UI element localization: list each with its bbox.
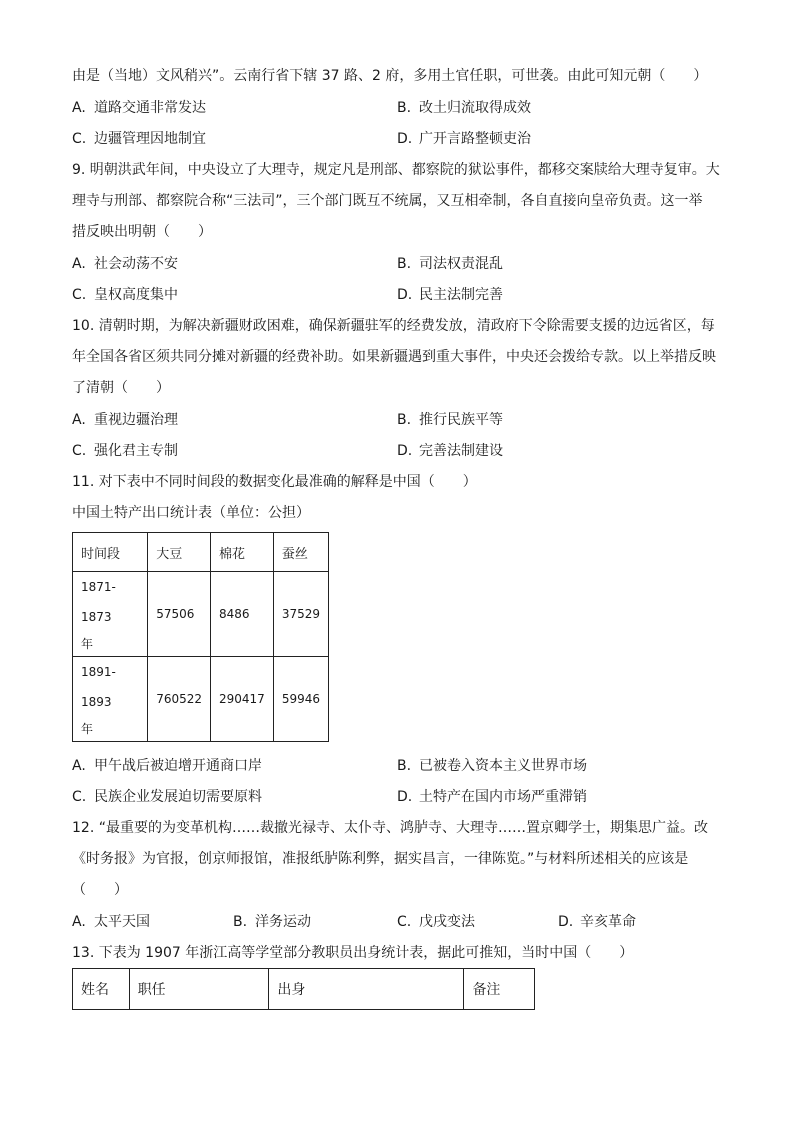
- q11-stem: 11. 对下表中不同时间段的数据变化最准确的解释是中国（ ）: [72, 474, 477, 490]
- table-cell-period: 1871-1873 年: [73, 572, 148, 657]
- q12-option-b[interactable]: B. 洋务运动: [233, 914, 311, 930]
- q9-option-a[interactable]: A. 社会动荡不安: [72, 256, 178, 272]
- q8-option-d[interactable]: D. 广开言路整顿吏治: [397, 131, 531, 147]
- table-cell: 59946: [273, 657, 328, 742]
- table-row: [73, 572, 329, 657]
- q11-table-title: 中国土特产出口统计表（单位：公担）: [72, 505, 310, 521]
- table-header-cell: 大豆: [148, 533, 211, 572]
- q11-option-c[interactable]: C. 民族企业发展迫切需要原料: [72, 789, 262, 805]
- q10-stem-line: 了清朝（ ）: [72, 380, 170, 396]
- q12-stem-line: 12. “最重要的为变革机构……裁撤光禄寺、太仆寺、鸿胪寺、大理寺……置京卿学士，期集思广益。改: [72, 820, 708, 836]
- table-cell: 290417: [211, 657, 274, 742]
- q12-option-a[interactable]: A. 太平天国: [72, 914, 150, 930]
- table-header-cell: 蚕丝: [273, 533, 328, 572]
- q9-stem-line: 9. 明朝洪武年间，中央设立了大理寺，规定凡是刑部、都察院的狱讼事件，都移交案牍给大理寺复审。大: [72, 162, 720, 178]
- table-header-cell: 职任: [129, 969, 269, 1010]
- table-header-cell: 出身: [269, 969, 464, 1010]
- q13-stem: 13. 下表为 1907 年浙江高等学堂部分教职员出身统计表，据此可推知，当时中国（ ）: [72, 945, 634, 961]
- table-cell: 760522: [148, 657, 211, 742]
- q9-option-b[interactable]: B. 司法权责混乱: [397, 256, 503, 272]
- q11-option-a[interactable]: A. 甲午战后被迫增开通商口岸: [72, 758, 262, 774]
- q9-option-c[interactable]: C. 皇权高度集中: [72, 287, 178, 303]
- q10-option-d[interactable]: D. 完善法制建设: [397, 443, 503, 459]
- export-stats-table: [72, 532, 329, 742]
- q10-option-b[interactable]: B. 推行民族平等: [397, 412, 503, 428]
- q10-stem-line: 年全国各省区须共同分摊对新疆的经费补助。如果新疆遇到重大事件，中央还会拨给专款。以上举措反映: [72, 349, 716, 365]
- q11-option-d[interactable]: D. 土特产在国内市场严重滞销: [397, 789, 587, 805]
- table-header-row: [73, 969, 535, 1010]
- table-row: [73, 657, 329, 742]
- q8-option-c[interactable]: C. 边疆管理因地制宜: [72, 131, 206, 147]
- q11-option-b[interactable]: B. 已被卷入资本主义世界市场: [397, 758, 587, 774]
- q12-option-c[interactable]: C. 戊戌变法: [397, 914, 475, 930]
- q9-stem-line: 理寺与刑部、都察院合称“三法司”，三个部门既互不统属，又互相牵制，各自直接向皇帝负责。这一举: [72, 193, 703, 209]
- q8-stem-tail: 由是（当地）文风稍兴”。云南行省下辖 37 路、2 府，多用土官任职，可世袭。由此可知元朝（ ）: [72, 68, 708, 84]
- table-header-cell: 姓名: [73, 969, 130, 1010]
- q10-stem-line: 10. 清朝时期，为解决新疆财政困难，确保新疆驻军的经费发放，清政府下令除需要支援的边远省区，每: [72, 318, 715, 334]
- table-cell: 8486: [211, 572, 274, 657]
- table-header-row: [73, 533, 329, 572]
- q9-stem-line: 措反映出明朝（ ）: [72, 224, 212, 240]
- q8-option-b[interactable]: B. 改土归流取得成效: [397, 100, 531, 116]
- q9-option-d[interactable]: D. 民主法制完善: [397, 287, 503, 303]
- staff-table: [72, 968, 535, 1010]
- q12-stem-line: 《时务报》为官报，创京师报馆，准报纸胪陈利弊，据实昌言，一律陈览。”与材料所述相关的应该是: [72, 851, 689, 867]
- table-cell: 37529: [273, 572, 328, 657]
- q10-option-a[interactable]: A. 重视边疆治理: [72, 412, 178, 428]
- q10-option-c[interactable]: C. 强化君主专制: [72, 443, 178, 459]
- table-header-cell: 备注: [464, 969, 535, 1010]
- table-header-cell: 棉花: [211, 533, 274, 572]
- table-cell: 57506: [148, 572, 211, 657]
- q12-option-d[interactable]: D. 辛亥革命: [558, 914, 636, 930]
- q12-stem-line: （ ）: [72, 882, 128, 898]
- table-header-cell: 时间段: [73, 533, 148, 572]
- table-cell-period: 1891-1893 年: [73, 657, 148, 742]
- q8-option-a[interactable]: A. 道路交通非常发达: [72, 100, 206, 116]
